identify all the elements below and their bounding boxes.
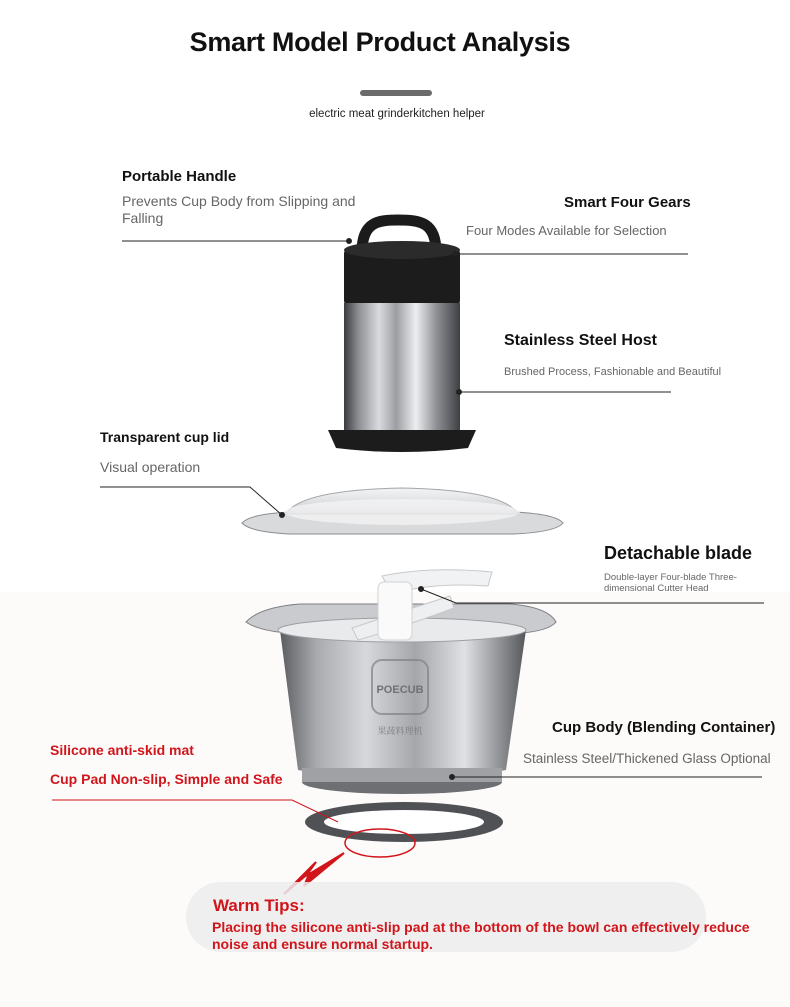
page-title: Smart Model Product Analysis bbox=[189, 27, 571, 57]
host-label: Stainless Steel Host bbox=[504, 332, 657, 349]
bowl-bottom-emboss: 果蔬料理机 bbox=[377, 727, 423, 737]
handle-description: Prevents Cup Body from Slipping and Falling bbox=[122, 193, 356, 226]
cup-lid bbox=[242, 488, 563, 534]
mat-description: Cup Pad Non-slip, Simple and Safe bbox=[50, 771, 283, 787]
blade-label: Detachable blade bbox=[604, 543, 753, 563]
body-label: Cup Body (Blending Container) bbox=[552, 719, 776, 736]
handle-label: Portable Handle bbox=[122, 168, 237, 185]
host-base bbox=[328, 430, 476, 452]
blade-description: Double-layer Four-blade Three-dimensional Cutter Head bbox=[604, 572, 737, 594]
lid-description: Visual operation bbox=[100, 459, 201, 475]
bowl-brand-emboss: POECUB bbox=[376, 684, 424, 696]
gears-label: Smart Four Gears bbox=[564, 194, 691, 211]
page-subtitle: electric meat grinderkitchen helper bbox=[309, 108, 485, 120]
body-description: Stainless Steel/Thickened Glass Optional bbox=[523, 751, 771, 766]
steel-body bbox=[344, 303, 460, 431]
warm-tips-text: Placing the silicone anti-slip pad at the bottom of the bowl can effectively reduce noise and ensure normal startup. bbox=[212, 919, 750, 952]
anti-skid-mat bbox=[305, 802, 503, 842]
lid-label: Transparent cup lid bbox=[100, 429, 230, 445]
mat-label: Silicone anti-skid mat bbox=[50, 742, 194, 758]
host-description: Brushed Process, Fashionable and Beautiful bbox=[504, 366, 722, 378]
warm-tips-title: Warm Tips: bbox=[213, 896, 305, 915]
gears-description: Four Modes Available for Selection bbox=[466, 223, 667, 238]
